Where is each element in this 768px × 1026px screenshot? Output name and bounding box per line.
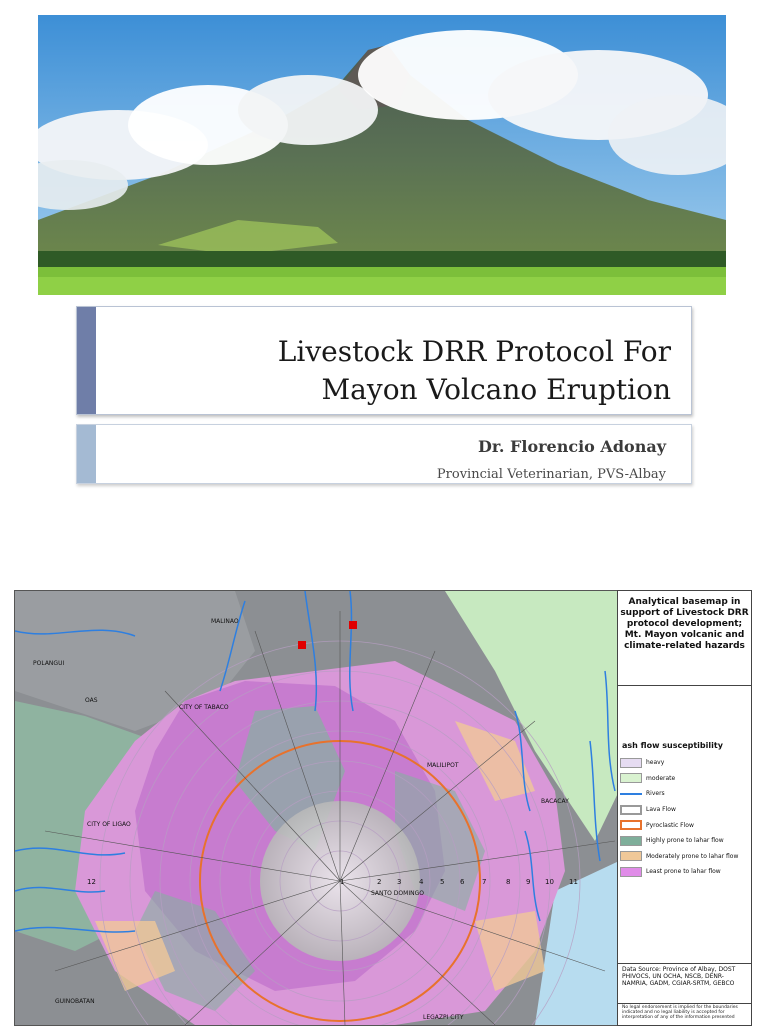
subtitle-accent-bar: [77, 425, 96, 483]
ring-number-8: 8: [506, 878, 511, 886]
hazard-map: [14, 590, 620, 1026]
author-role: Provincial Veterinarian, PVS-Albay: [436, 467, 666, 482]
legend-item: [620, 802, 748, 818]
author-name: Dr. Florencio Adonay: [478, 437, 666, 456]
title-box: [76, 306, 692, 415]
legend-label: moderate: [646, 774, 676, 782]
title-accent-bar: [77, 307, 96, 414]
legend-heading: ash flow susceptibility: [622, 741, 723, 750]
ring-number-9: 9: [526, 878, 531, 886]
map-legend: [620, 755, 748, 880]
label-tabaco: CITY OF TABACO: [179, 704, 229, 711]
data-source-note: Data Source: Province of Albay, DOST PHIVOCS, UN OCHA, NSCB, DENR-NAMRIA, GADM, CGIAR-SRTM, GEBCO: [622, 966, 736, 987]
side-number-12: 12: [87, 878, 96, 886]
legend-swatch: [620, 773, 642, 783]
ring-number-11: 11: [569, 878, 578, 886]
mayon-volcano-photo: [38, 15, 726, 295]
ring-number-6: 6: [460, 878, 465, 886]
ring-number-2: 2: [377, 878, 382, 886]
label-guinobatan: GUINOBATAN: [55, 998, 95, 1005]
label-ligao: CITY OF LIGAO: [87, 821, 131, 828]
label-santo-domingo: SANTO DOMINGO: [371, 890, 424, 897]
panel-divider: [618, 963, 751, 964]
legend-swatch: [620, 851, 642, 861]
label-oas: OAS: [85, 697, 98, 704]
legend-item: [620, 864, 748, 880]
ring-number-7: 7: [482, 878, 487, 886]
label-bacacay: BACACAY: [541, 798, 569, 805]
title-line-2: Mayon Volcano Eruption: [321, 373, 671, 406]
panel-divider: [618, 685, 751, 686]
ring-number-5: 5: [440, 878, 445, 886]
legend-label: Lava Flow: [646, 806, 676, 814]
legend-swatch: [620, 867, 642, 877]
legend-swatch: [620, 758, 642, 768]
legend-label: Pyroclastic Flow: [646, 821, 694, 829]
label-polangui: POLANGUI: [33, 660, 65, 667]
legend-swatch: [620, 805, 642, 815]
legend-label: Moderately prone to lahar flow: [646, 852, 739, 860]
legend-item: [620, 849, 748, 865]
slide-title: [117, 333, 671, 409]
panel-divider: [618, 1003, 751, 1004]
map-legend-panel: [617, 590, 752, 1026]
ring-number-10: 10: [545, 878, 554, 886]
legend-label: Least prone to lahar flow: [646, 868, 721, 876]
legend-item: [620, 755, 748, 771]
map-panel-title: Analytical basemap in support of Livestock DRR protocol development; Mt. Mayon volcanic and climate-related hazards: [620, 597, 749, 651]
ring-number-1: 1: [340, 878, 345, 886]
legend-swatch: [620, 793, 642, 795]
legend-item: [620, 817, 748, 833]
legend-label: Rivers: [646, 790, 665, 798]
title-line-1: Livestock DRR Protocol For: [277, 335, 671, 368]
legend-label: Highly prone to lahar flow: [646, 837, 724, 845]
legend-item: [620, 786, 748, 802]
legend-label: heavy: [646, 759, 665, 767]
legal-disclaimer: No legal endorsement is implied for the boundaries indicated and no legal liability is accepted for interpretation of any of the information presented: [622, 1005, 738, 1020]
legend-item: [620, 833, 748, 849]
ring-number-3: 3: [397, 878, 402, 886]
label-malilipot: MALILIPOT: [427, 762, 459, 769]
label-malinao: MALINAO: [211, 618, 239, 625]
subtitle-box: [76, 424, 692, 484]
label-legazpi: LEGAZPI CITY: [423, 1014, 464, 1021]
ring-number-4: 4: [419, 878, 424, 886]
legend-swatch: [620, 820, 642, 830]
legend-item: [620, 771, 748, 787]
legend-swatch: [620, 836, 642, 846]
